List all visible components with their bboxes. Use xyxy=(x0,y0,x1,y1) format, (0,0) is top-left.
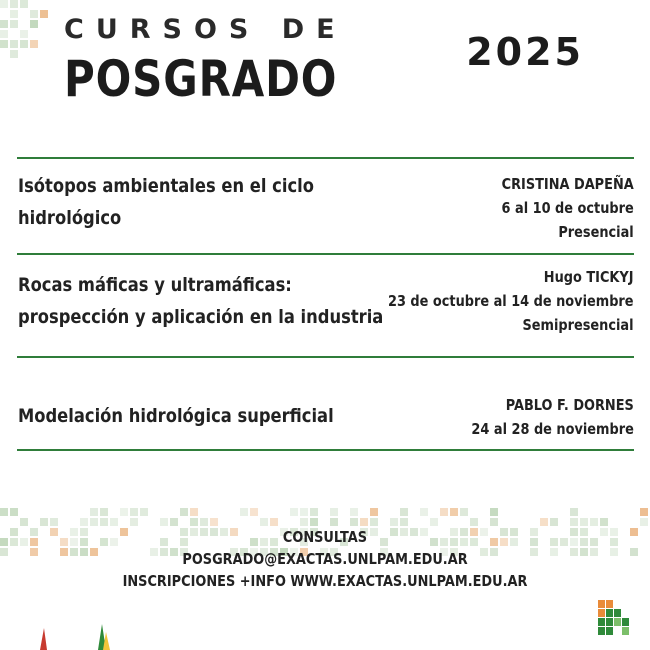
course-dates: 24 al 28 de noviembre xyxy=(471,420,634,438)
instructor-name: CRISTINA DAPEÑA xyxy=(501,175,634,193)
course-dates: 6 al 10 de octubre xyxy=(501,199,634,217)
course-item xyxy=(18,265,634,350)
course-modality: Semipresencial xyxy=(522,316,634,334)
course-modality: Presencial xyxy=(558,223,634,241)
contact-heading: CONSULTAS xyxy=(282,528,368,546)
course-title: Rocas máficas y ultramáficas: prospección y aplicación en la industria xyxy=(18,274,384,328)
course-title: Modelación hidrológica superficial xyxy=(18,405,334,427)
year-label: 2025 xyxy=(466,30,584,74)
instructor-name: PABLO F. DORNES xyxy=(505,396,634,414)
header-kicker: CURSOS DE xyxy=(64,14,347,45)
divider xyxy=(17,356,634,358)
divider xyxy=(17,157,634,159)
contact-info[interactable]: INSCRIPCIONES +INFO WWW.EXACTAS.UNLPAM.EDU.AR xyxy=(122,572,528,590)
divider xyxy=(17,449,634,451)
course-meta xyxy=(388,265,634,337)
course-dates: 23 de octubre al 14 de noviembre xyxy=(388,292,634,310)
flag-icon xyxy=(30,624,120,650)
course-title: Isótopos ambientales en el ciclo hidrológico xyxy=(18,175,314,229)
course-meta xyxy=(502,172,634,244)
course-meta xyxy=(472,393,634,441)
divider xyxy=(17,253,634,255)
contact-email[interactable]: POSGRADO@EXACTAS.UNLPAM.EDU.AR xyxy=(182,550,468,568)
course-item xyxy=(18,390,634,445)
course-item xyxy=(18,168,634,248)
page-title: POSGRADO xyxy=(64,50,338,108)
contact-block xyxy=(0,526,650,592)
instructor-name: Hugo TICKYJ xyxy=(544,268,634,286)
